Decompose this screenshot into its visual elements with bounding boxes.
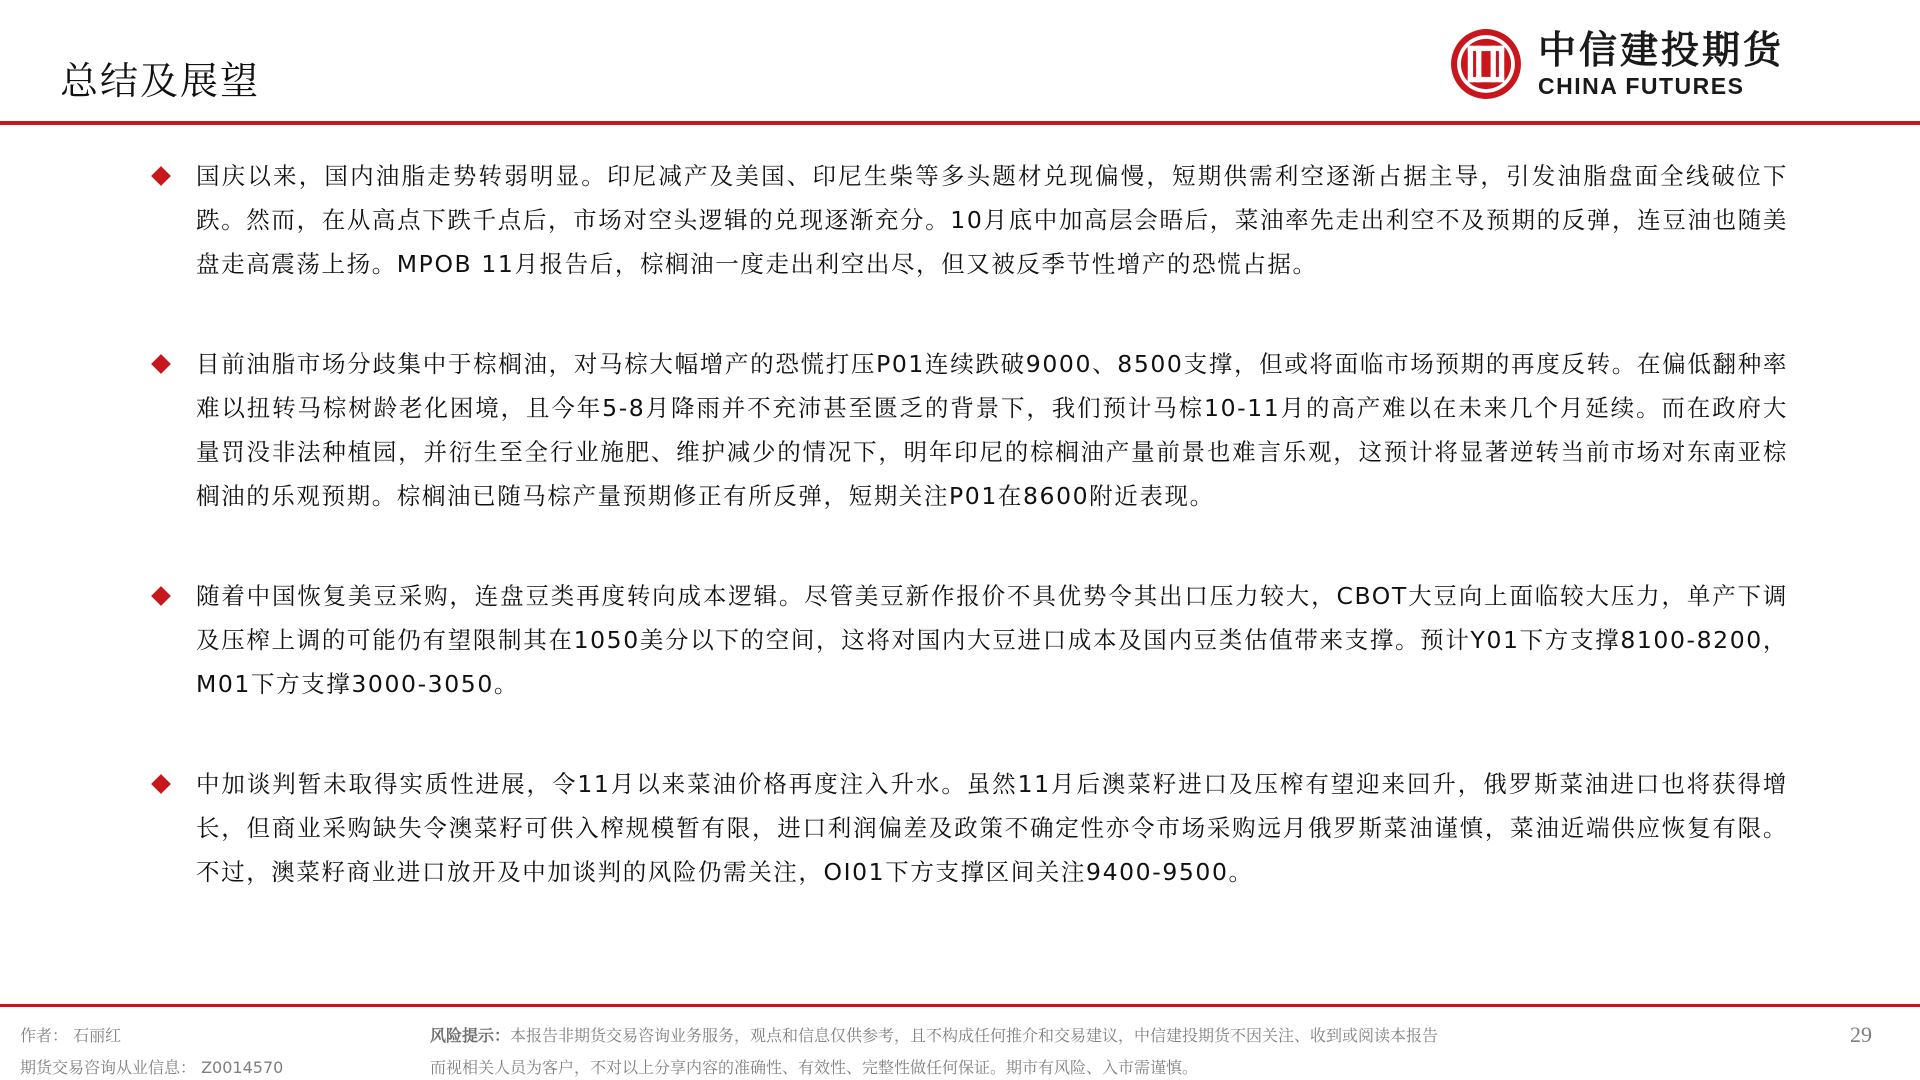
footer-divider	[0, 1004, 1920, 1007]
risk-text: 本报告非期货交易咨询业务服务，观点和信息仅供参考，且不构成任何推介和交易建议，中信建投期货不因关注、收到或阅读本报告而视相关人员为客户，不对以上分享内容的准确性、有效性、完整性做任何保证。期市有风险、入市需谨慎。	[430, 1026, 1439, 1077]
bullet-item	[148, 762, 1788, 894]
diamond-bullet-icon	[151, 354, 171, 374]
risk-label: 风险提示：	[430, 1026, 511, 1045]
bullet-text: 国庆以来，国内油脂走势转弱明显。印尼减产及美国、印尼生柴等多头题材兑现偏慢，短期供需利空逐渐占据主导，引发油脂盘面全线破位下跌。然而，在从高点下跌千点后，市场对空头逻辑的兑现逐渐充分。10月底中加高层会晤后，菜油率先走出利空不及预期的反弹，连豆油也随美盘走高震荡上扬。MPOB 11月报告后，棕榈油一度走出利空出尽，但又被反季节性增产的恐慌占据。	[196, 162, 1788, 278]
bullet-item	[148, 342, 1788, 518]
summary-content	[148, 154, 1788, 950]
diamond-bullet-icon	[151, 166, 171, 186]
brand-name-cn: 中信建投期货	[1537, 28, 1784, 72]
page-number: 29	[1850, 1022, 1872, 1047]
brand-name-en: CHINA FUTURES	[1537, 73, 1745, 99]
license-line: 期货交易咨询从业信息： Z0014570	[20, 1058, 284, 1077]
diamond-bullet-icon	[151, 774, 171, 794]
bullet-text: 中加谈判暂未取得实质性进展，令11月以来菜油价格再度注入升水。虽然11月后澳菜籽进口及压榨有望迎来回升，俄罗斯菜油进口也将获得增长，但商业采购缺失令澳菜籽可供入榨规模暂有限，进口利润偏差及政策不确定性亦令市场采购远月俄罗斯菜油谨慎，菜油近端供应恢复有限。不过，澳菜籽商业进口放开及中加谈判的风险仍需关注，OI01下方支撑区间关注9400-9500。	[196, 770, 1788, 886]
bullet-text: 随着中国恢复美豆采购，连盘豆类再度转向成本逻辑。尽管美豆新作报价不具优势令其出口压力较大，CBOT大豆向上面临较大压力，单产下调及压榨上调的可能仍有望限制其在1050美分以下的空间，这将对国内大豆进口成本及国内豆类估值带来支撑。预计Y01下方支撑8100-8200，M01下方支撑3000-3050。	[196, 582, 1788, 698]
risk-disclaimer	[430, 1020, 1450, 1080]
bullet-item	[148, 574, 1788, 706]
brand-block	[1448, 22, 1784, 106]
author-info	[20, 1020, 283, 1080]
diamond-bullet-icon	[151, 586, 171, 606]
author-line: 作者： 石丽红	[20, 1026, 122, 1045]
citic-logo-icon	[1448, 26, 1524, 102]
header-divider	[0, 121, 1920, 125]
bullet-text: 目前油脂市场分歧集中于棕榈油，对马棕大幅增产的恐慌打压P01连续跌破9000、8500支撑，但或将面临市场预期的再度反转。在偏低翻种率难以扭转马棕树龄老化困境，且今年5-8月降雨并不充沛甚至匮乏的背景下，我们预计马棕10-11月的高产难以在未来几个月延续。而在政府大量罚没非法种植园，并衍生至全行业施肥、维护减少的情况下，明年印尼的棕榈油产量前景也难言乐观，这预计将显著逆转当前市场对东南亚棕榈油的乐观预期。棕榈油已随马棕产量预期修正有所反弹，短期关注P01在8600附近表现。	[196, 350, 1788, 510]
bullet-item	[148, 154, 1788, 286]
page-title: 总结及展望	[60, 59, 261, 103]
